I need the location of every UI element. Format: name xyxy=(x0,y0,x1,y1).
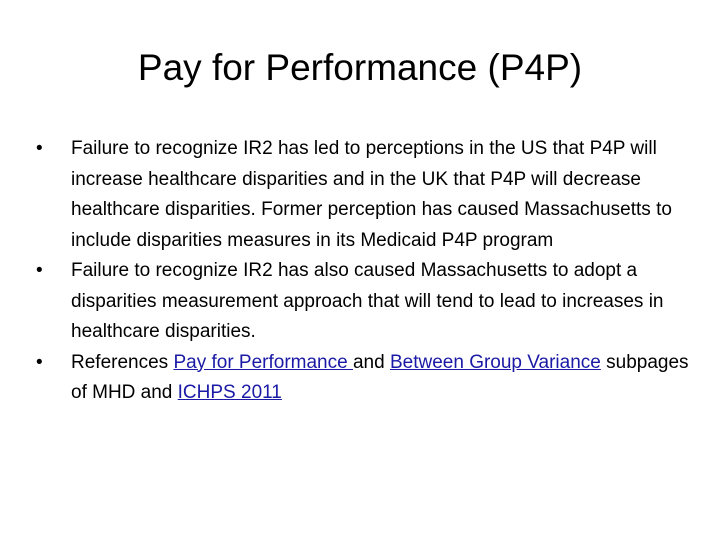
link-ichps-2011[interactable]: ICHPS 2011 xyxy=(177,382,282,403)
bullet-icon: • xyxy=(36,351,43,373)
bullet-list xyxy=(36,134,690,409)
bullet-icon: • xyxy=(36,138,43,159)
link-pay-for-performance[interactable]: Pay for Performance xyxy=(173,351,353,373)
bullet-item-ir2-perceptions xyxy=(36,134,690,256)
bullet-text: Failure to recognize IR2 has also caused Massachusetts to adopt a disparities measurement approach that will tend to lead to increases in healthcare disparities. xyxy=(71,260,664,342)
link-between-group-variance[interactable]: Between Group Variance xyxy=(389,351,601,373)
bullet-item-references xyxy=(36,348,690,409)
slide-title: Pay for Performance (P4P) xyxy=(137,47,583,88)
bullet-icon: • xyxy=(36,260,43,281)
references-prefix: References xyxy=(71,351,174,373)
references-connector: and xyxy=(352,351,390,373)
bullet-item-ir2-measurement xyxy=(36,256,690,348)
bullet-text: Failure to recognize IR2 has led to perceptions in the US that P4P will increase healthcare disparities and in the UK that P4P will decrease healthcare disparities. Former perception has caused Massachusetts to include disparities measures in its Medicaid P4P program xyxy=(71,138,672,251)
references-suffix: subpages of MHD and xyxy=(71,351,689,403)
